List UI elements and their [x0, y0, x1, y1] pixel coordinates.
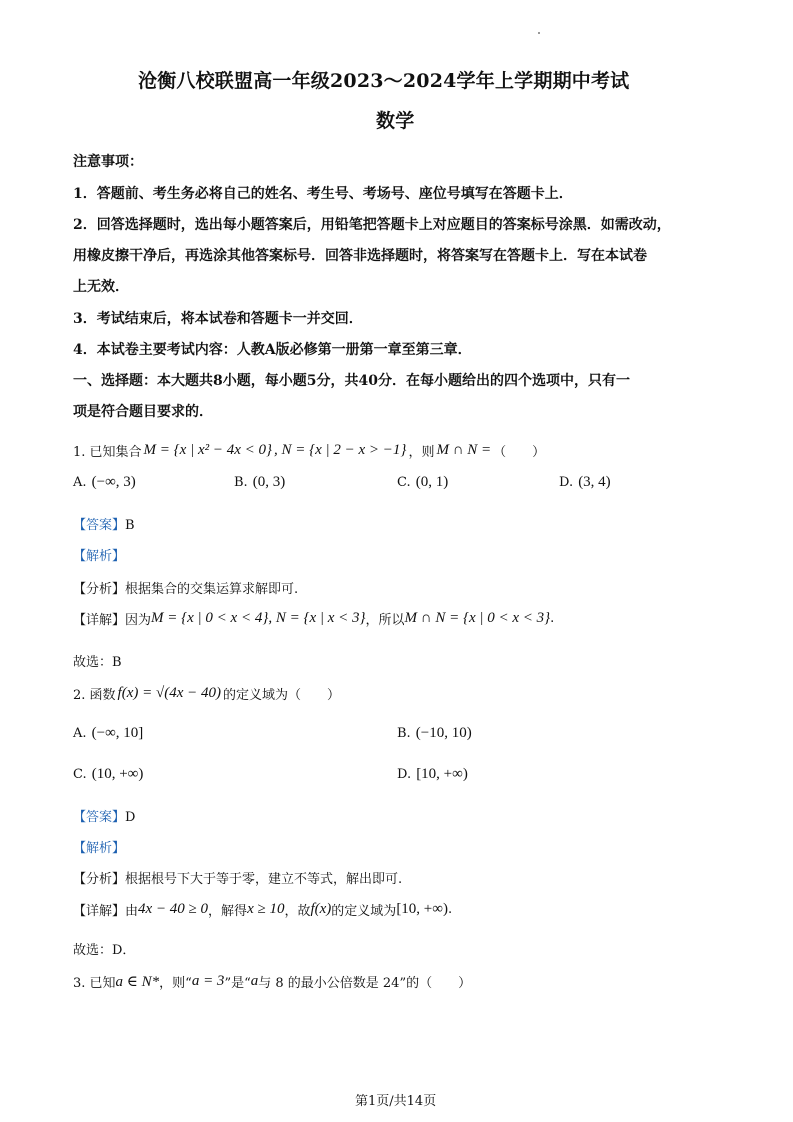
option-label: A. — [73, 726, 87, 741]
q1-set-m: M = {x | x² − 4x < 0} — [143, 442, 272, 458]
detail-solution: x ≥ 10 — [247, 901, 285, 917]
q2-fenxi — [73, 868, 402, 887]
q1-answer — [73, 514, 135, 533]
detail-end: . — [550, 611, 555, 626]
question-3 — [73, 972, 471, 991]
note-item-1: 1．答题前、考生务必将自己的姓名、考生号、考场号、座位号填写在答题卡上． — [73, 186, 573, 202]
fenxi-tag: 【分析】 — [73, 582, 126, 597]
note-item-2-end: 上无效． — [73, 279, 129, 295]
section-heading-cont: 项是符合题目要求的． — [73, 404, 213, 420]
detail-pre: 因为 — [125, 613, 152, 628]
detail-mid: ，解得 — [208, 904, 248, 919]
note-item-2: 2．回答选择题时，选出每小题答案后，用铅笔把答题卡上对应题目的答案标号涂黑．如需改动， — [73, 217, 671, 233]
fenxi-tag: 【分析】 — [73, 872, 126, 887]
option-label: B. — [397, 726, 411, 741]
answer-value: D — [125, 810, 136, 825]
q1-analysis-tag: 【解析】 — [73, 549, 126, 564]
q1-suffix: ，则 — [408, 445, 435, 460]
q2-analysis-tag: 【解析】 — [73, 841, 126, 856]
q1-option-d — [559, 471, 611, 491]
option-label: B. — [234, 475, 248, 490]
subject-title: 数学 — [376, 110, 415, 132]
q2-option-b — [397, 722, 472, 742]
fenxi-text: 根据根号下大于等于零，建立不等式，解出即可. — [125, 872, 403, 887]
option-value: (3, 4) — [578, 474, 611, 490]
q2-choice: 故选：D． — [73, 943, 136, 958]
note-item-2-cont: 用橡皮擦干净后，再选涂其他答案标号．回答非选择题时，将答案写在答题卡上．写在本试卷 — [73, 248, 647, 264]
q3-mid2: ”是“ — [224, 976, 251, 991]
fenxi-text: 根据集合的交集运算求解即可. — [125, 582, 299, 597]
answer-tag: 【答案】 — [73, 518, 126, 533]
q2-prefix: 2. 函数 — [73, 688, 116, 703]
detail-inequality: 4x − 40 ≥ 0 — [138, 901, 209, 917]
detail-mid: ，所以 — [365, 613, 405, 628]
note-item-4: 4．本试卷主要考试内容：人教A版必修第一册第一章至第三章． — [73, 342, 472, 358]
detail-mid3: 的定义域为 — [331, 904, 397, 919]
q3-a: a — [250, 973, 259, 989]
option-value: (0, 3) — [252, 474, 286, 490]
option-label: A. — [73, 475, 87, 490]
notes-heading: 注意事项： — [73, 154, 143, 170]
q3-expr: a = 3 — [191, 973, 225, 989]
q1-option-c — [397, 471, 448, 491]
scan-speck — [538, 32, 540, 34]
answer-tag: 【答案】 — [73, 810, 126, 825]
q1-set-n: , N = {x | 2 − x > −1} — [274, 442, 407, 458]
detail-result: M ∩ N = {x | 0 < x < 3} — [404, 610, 551, 626]
note-item-3: 3．考试结束后，将本试卷和答题卡一并交回． — [73, 311, 363, 327]
detail-function: f(x) — [310, 901, 332, 917]
detail-end: . — [447, 902, 453, 917]
exam-title: 沧衡八校联盟高一年级2023～2024学年上学期期中考试 — [138, 70, 630, 92]
option-value: (10, +∞) — [91, 766, 144, 782]
q3-tail: 与 8 的最小公倍数是 24”的（ ） — [258, 976, 472, 991]
q1-detail — [73, 609, 554, 628]
option-label: D. — [397, 767, 412, 782]
q3-mid: ，则“ — [159, 976, 192, 991]
section-heading: 一、选择题：本大题共8小题，每小题5分，共40分．在每小题给出的四个选项中，只有一 — [73, 373, 630, 389]
q2-option-c — [73, 763, 143, 783]
detail-domain: [10, +∞) — [396, 901, 448, 917]
detail-sets: M = {x | 0 < x < 4}, N = {x | x < 3} — [151, 610, 366, 626]
q2-option-a — [73, 722, 143, 742]
detail-pre: 由 — [125, 904, 139, 919]
q1-fenxi — [73, 578, 298, 597]
option-label: C. — [397, 475, 411, 490]
detail-tag: 【详解】 — [73, 613, 126, 628]
q1-blank: （ ） — [493, 445, 546, 460]
question-2 — [73, 684, 340, 703]
q2-detail — [73, 900, 452, 919]
q2-suffix: 的定义域为（ ） — [223, 688, 341, 703]
q1-choice: 故选：B — [73, 655, 122, 670]
option-value: (0, 1) — [415, 474, 449, 490]
q2-answer — [73, 806, 135, 825]
q2-function: f(x) = √(4x − 40) — [117, 685, 221, 701]
option-label: C. — [73, 767, 87, 782]
option-value: (−10, 10) — [415, 725, 472, 741]
q1-expr: M ∩ N = — [436, 442, 492, 458]
detail-tag: 【详解】 — [73, 904, 126, 919]
q1-option-b — [234, 471, 285, 491]
option-value: [10, +∞) — [416, 766, 468, 782]
question-1 — [73, 441, 545, 460]
option-label: D. — [559, 475, 574, 490]
q2-option-d — [397, 763, 468, 783]
q1-option-a — [73, 471, 136, 491]
option-value: (−∞, 10] — [91, 725, 144, 741]
q3-condition: a ∈ N* — [115, 974, 160, 990]
q1-prefix: 1. 已知集合 — [73, 445, 142, 460]
page-number: 第1页/共14页 — [355, 1094, 437, 1109]
q3-prefix: 3. 已知 — [73, 976, 116, 991]
detail-mid2: ，故 — [284, 904, 311, 919]
answer-value: B — [125, 518, 135, 533]
option-value: (−∞, 3) — [91, 474, 136, 490]
